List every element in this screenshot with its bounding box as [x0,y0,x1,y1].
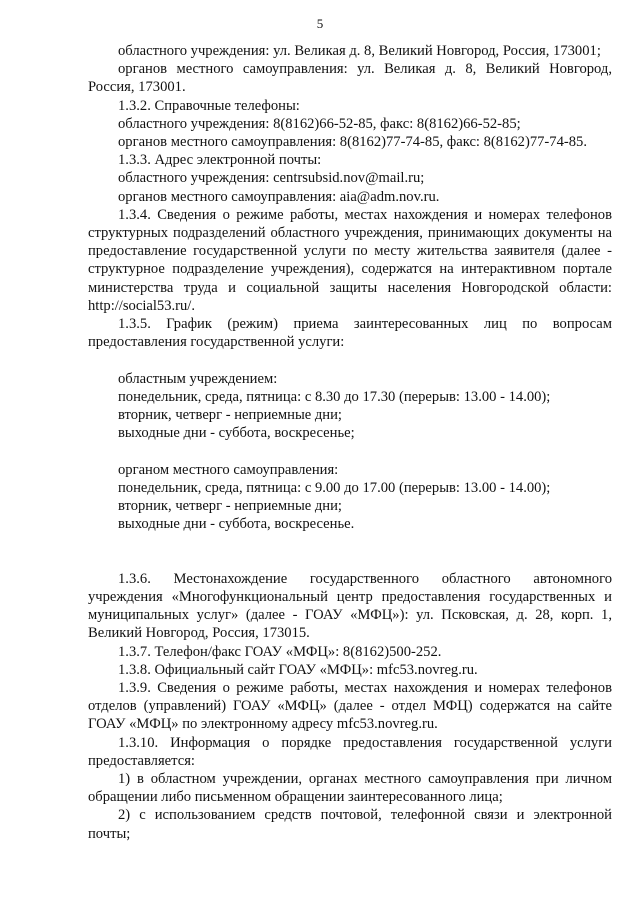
paragraph: 1.3.4. Сведения о режиме работы, местах нахождения и номерах телефонов структурных подразделений областного учреждения, принимающих документы на предоставление государственной услуги по месту жительства заявителя (далее - структурное подразделение учреждения), содержатся на интерактивном портале министерства труда и социальной защиты населения Новгородской области: http://social53.ru/. [88,206,612,314]
blank-line [88,533,612,551]
blank-line [88,552,612,570]
paragraph: органов местного самоуправления: 8(8162)77-74-85, факс: 8(8162)77-74-85. [118,134,587,151]
paragraph: 1.3.7. Телефон/факс ГОАУ «МФЦ»: 8(8162)500-252. [118,643,442,660]
blank-line [88,442,612,460]
document-body [88,42,612,843]
paragraph: 1.3.9. Сведения о режиме работы, местах нахождения и номерах телефонов отделов (управлений) ГОАУ «МФЦ» (далее - отдел МФЦ) содержатся на сайте ГОАУ «МФЦ» по электронному адресу mfc53.novreg.ru. [88,680,612,733]
paragraph: вторник, четверг - неприемные дни; [118,407,342,424]
page-number: 5 [316,16,324,31]
paragraph: органов местного самоуправления: aia@adm.nov.ru. [118,188,440,205]
paragraph: 1.3.8. Официальный сайт ГОАУ «МФЦ»: mfc53.novreg.ru. [118,661,478,678]
paragraph: выходные дни - суббота, воскресенье; [118,425,355,442]
paragraph: 1.3.3. Адрес электронной почты: [118,152,322,169]
paragraph: 1.3.2. Справочные телефоны: [118,97,300,114]
paragraph: 1.3.10. Информация о порядке предоставления государственной услуги предоставляется: [88,734,612,769]
paragraph: областного учреждения: ул. Великая д. 8, Великий Новгород, Россия, 173001; [118,43,601,59]
paragraph: областным учреждением: [118,370,278,387]
paragraph: 1.3.6. Местонахождение государственного областного автономного учреждения «Многофункциональный центр предоставления государственных и муниципальных услуг» (далее - ГОАУ «МФЦ»): ул. Псковская, д. 28, корп. 1, Великий Новгород, Россия, 173015. [88,570,612,642]
paragraph: органом местного самоуправления: [118,461,339,478]
paragraph: органов местного самоуправления: ул. Великая д. 8, Великий Новгород, Россия, 173001. [88,61,612,96]
paragraph: выходные дни - суббота, воскресенье. [118,516,355,533]
paragraph: вторник, четверг - неприемные дни; [118,498,342,515]
paragraph: понедельник, среда, пятница: с 9.00 до 17.00 (перерыв: 13.00 - 14.00); [118,479,551,496]
paragraph: 1) в областном учреждении, органах местного самоуправления при личном обращении либо письменном обращении заинтересованного лица; [88,771,612,806]
paragraph: областного учреждения: 8(8162)66-52-85, факс: 8(8162)66-52-85; [118,115,521,132]
paragraph: областного учреждения: centrsubsid.nov@mail.ru; [118,170,425,187]
blank-line [88,351,612,369]
paragraph: понедельник, среда, пятница: с 8.30 до 17.30 (перерыв: 13.00 - 14.00); [118,388,551,405]
paragraph: 2) с использованием средств почтовой, телефонной связи и электронной почты; [88,807,612,842]
paragraph: 1.3.5. График (режим) приема заинтересованных лиц по вопросам предоставления государственной услуги: [88,316,612,351]
